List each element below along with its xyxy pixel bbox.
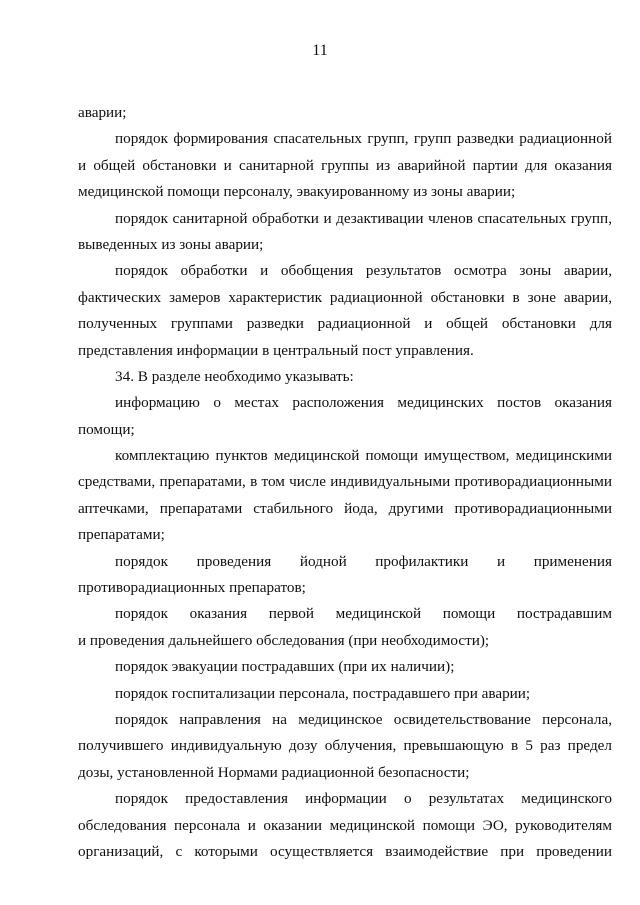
text-line: фактических замеров характеристик радиационной обстановки в зоне аварии, [78,288,612,306]
text-line: аптечками, препаратами стабильного йода, другими противорадиационными [78,499,612,517]
text-line: информацию о местах расположения медицинских постов оказания [115,394,612,412]
text-line: дозы, установленной Нормами радиационной безопасности; [78,763,470,781]
text-line: порядок эвакуации пострадавших (при их наличии); [115,658,455,676]
text-line: и проведения дальнейшего обследования (при необходимости); [78,631,490,649]
text-line: порядок направления на медицинское освидетельствование персонала, [115,710,612,728]
text-line: порядок проведения йодной профилактики и применения [115,552,612,570]
text-line: представления информации в центральный пост управления. [78,341,474,359]
text-line: организаций, с которыми осуществляется взаимодействие при проведении [78,842,612,860]
text-line: выведенных из зоны аварии; [78,235,264,253]
text-line: полученных группами разведки радиационной и общей обстановки для [78,315,612,333]
text-line: аварии; [78,104,127,121]
text-line: медицинской помощи персоналу, эвакуированному из зоны аварии; [78,183,516,201]
text-line: порядок формирования спасательных групп, групп разведки радиационной [115,130,612,148]
text-line: помощи; [78,420,135,438]
text-line: 34. В разделе необходимо указывать: [115,367,354,385]
text-line: обследования персонала и оказании медицинской помощи ЭО, руководителям [78,816,612,834]
text-line: порядок госпитализации персонала, пострадавшего при аварии; [115,684,531,702]
text-line: порядок санитарной обработки и дезактивации членов спасательных групп, [115,209,612,227]
text-line: получившего индивидуальную дозу облучения, превышающую в 5 раз предел [78,737,612,755]
text-line: препаратами; [78,526,165,544]
text-line: противорадиационных препаратов; [78,579,306,597]
text-line: порядок обработки и обобщения результатов осмотра зоны аварии, [115,262,612,280]
page-number: 11 [312,42,328,59]
text-line: комплектацию пунктов медицинской помощи имуществом, медицинскими [115,447,612,465]
text-line: порядок оказания первой медицинской помощи пострадавшим [115,605,612,623]
text-line: порядок предоставления информации о результатах медицинского [115,790,612,808]
text-line: и общей обстановки и санитарной группы из аварийной партии для оказания [78,156,612,174]
text-line: средствами, препаратами, в том числе индивидуальными противорадиационными [78,473,612,491]
document-body [78,100,612,865]
